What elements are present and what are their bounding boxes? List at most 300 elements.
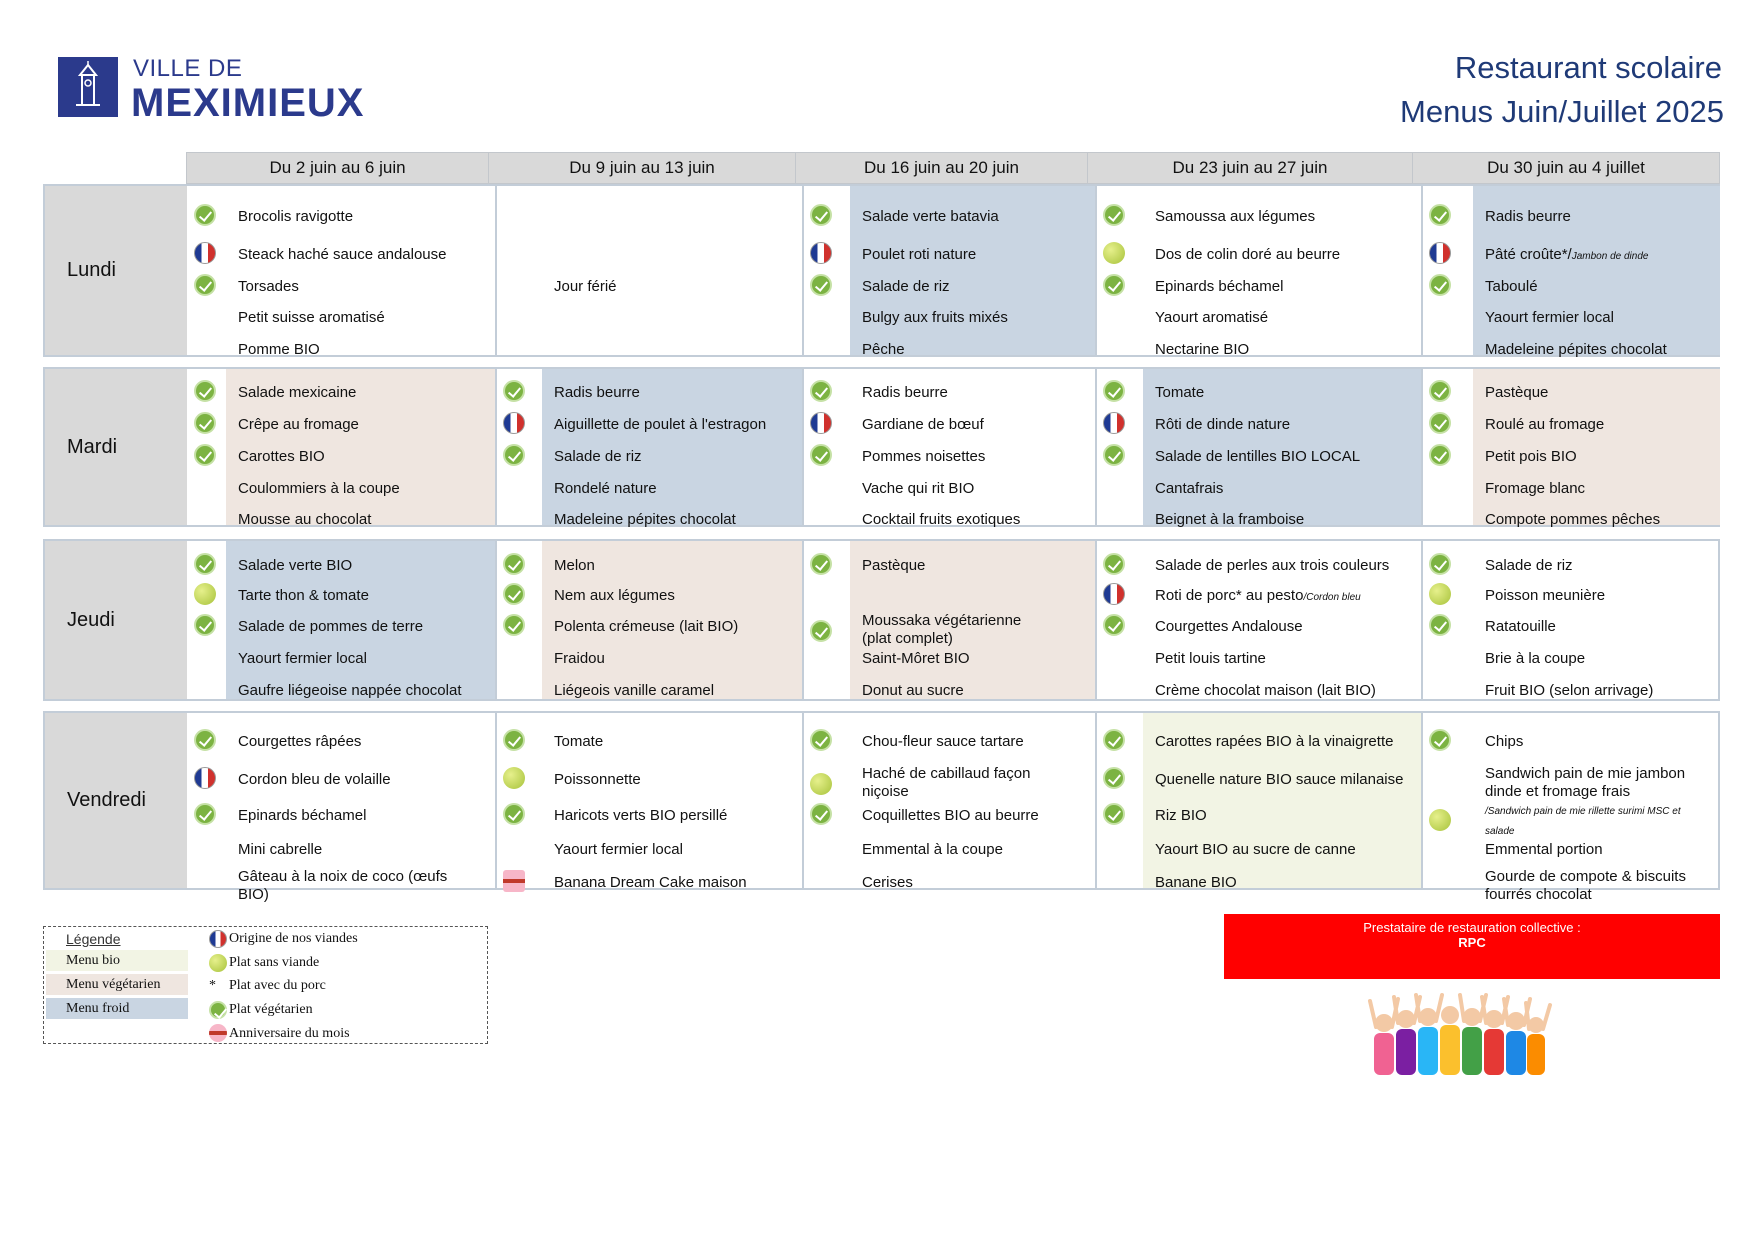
menu-item bbox=[554, 557, 595, 575]
menu-item bbox=[554, 682, 714, 700]
page-title: Restaurant scolaire bbox=[1454, 50, 1722, 85]
asterisk-symbol: * bbox=[209, 978, 216, 993]
vegetarian-icon bbox=[194, 204, 216, 226]
menu-item-text: Salade de riz bbox=[862, 278, 950, 295]
meatless-icon bbox=[1429, 809, 1451, 831]
menu-item-text: Cordon bleu de volaille bbox=[238, 771, 391, 788]
vegetarian-icon bbox=[1103, 274, 1125, 296]
vegetarian-icon bbox=[194, 380, 216, 402]
menu-item-text: Brocolis ravigotte bbox=[238, 208, 354, 225]
menu-item bbox=[1155, 341, 1249, 359]
menu-item bbox=[554, 448, 642, 466]
meximieux-logo bbox=[58, 55, 365, 125]
menu-item-text: Coquillettes BIO au beurre bbox=[862, 807, 1039, 824]
menu-item bbox=[1485, 480, 1585, 498]
menu-item bbox=[1485, 765, 1685, 801]
menu-item-text: Samoussa aux légumes bbox=[1155, 208, 1316, 225]
menu-item-text: Sandwich pain de mie jambon bbox=[1485, 765, 1686, 782]
menu-item-text: Fruit BIO (selon arrivage) bbox=[1485, 682, 1654, 699]
vegetarian-icon bbox=[1429, 444, 1451, 466]
legend-swatch-vegetarian bbox=[46, 974, 188, 995]
legend-label: Anniversaire du mois bbox=[229, 1026, 350, 1041]
vegetarian-icon bbox=[1103, 767, 1125, 789]
french-origin-icon bbox=[810, 412, 832, 434]
menu-item bbox=[1485, 733, 1523, 751]
menu-item-text: Rôti de dinde nature bbox=[1155, 416, 1291, 433]
day-label: Lundi bbox=[45, 186, 187, 355]
vegetarian-icon bbox=[1103, 380, 1125, 402]
menu-item-text: Haché de cabillaud façon bbox=[862, 765, 1031, 782]
menu-item-text: Pomme BIO bbox=[238, 341, 320, 358]
day-label: Mardi bbox=[45, 369, 187, 525]
menu-item-text: Poisson meunière bbox=[1485, 587, 1606, 604]
menu-item-text: Emmental à la coupe bbox=[862, 841, 1003, 858]
legend-swatch-cold bbox=[46, 998, 188, 1019]
logo-text-small: VILLE DE bbox=[133, 55, 243, 82]
menu-item bbox=[554, 384, 640, 402]
menu-item bbox=[862, 448, 985, 466]
vegetarian-icon bbox=[194, 274, 216, 296]
menu-item bbox=[862, 278, 950, 296]
menu-item-text: Carottes rapées BIO à la vinaigrette bbox=[1155, 733, 1394, 750]
menu-item bbox=[238, 682, 462, 700]
menu-item bbox=[1485, 841, 1603, 859]
vegetarian-icon bbox=[503, 614, 525, 636]
menu-item-text: Poulet roti nature bbox=[862, 246, 977, 263]
menu-item-text: Ratatouille bbox=[1485, 618, 1556, 635]
day-row bbox=[43, 184, 1720, 357]
french-origin-icon bbox=[1429, 242, 1451, 264]
meatless-icon bbox=[503, 767, 525, 789]
menu-item-text: Tomate bbox=[554, 733, 604, 750]
menu-item-text: Mousse au chocolat bbox=[238, 511, 372, 528]
menu-item-text: Aiguillette de poulet à l'estragon bbox=[554, 416, 767, 433]
menu-item bbox=[1155, 511, 1304, 529]
vegetarian-icon bbox=[810, 620, 832, 642]
menu-item bbox=[862, 246, 976, 264]
menu-item-text: Cerises bbox=[862, 874, 913, 891]
menu-item bbox=[1485, 868, 1686, 904]
menu-item-text: Torsades bbox=[238, 278, 299, 295]
week-label: Du 30 juin au 4 juillet bbox=[1487, 158, 1645, 177]
menu-item-text: Riz BIO bbox=[1155, 807, 1207, 824]
meatless-icon bbox=[194, 583, 216, 605]
menu-item bbox=[238, 416, 359, 434]
menu-item bbox=[238, 771, 391, 789]
day-label: Jeudi bbox=[45, 541, 187, 699]
menu-item bbox=[862, 511, 1020, 529]
birthday-cake-icon bbox=[209, 1024, 227, 1042]
birthday-cake-icon bbox=[503, 870, 525, 892]
menu-item bbox=[238, 650, 367, 668]
week-header bbox=[795, 152, 1088, 184]
menu-item-text: Roti de porc* au pesto bbox=[1155, 587, 1304, 604]
menu-item-text: Bulgy aux fruits mixés bbox=[862, 309, 1008, 326]
menu-item bbox=[1485, 448, 1577, 466]
menu-item bbox=[1485, 587, 1605, 605]
week-label: Du 16 juin au 20 juin bbox=[863, 158, 1019, 177]
menu-cell bbox=[188, 713, 495, 903]
vegetarian-icon bbox=[1429, 729, 1451, 751]
menu-item-text: Roulé au fromage bbox=[1485, 416, 1605, 433]
menu-item-text: Salade de perles aux trois couleurs bbox=[1155, 557, 1390, 574]
menu-item-text: Yaourt fermier local bbox=[554, 841, 683, 858]
menu-item-note: /Sandwich pain de mie rillette surimi MSC et bbox=[1485, 806, 1681, 817]
vegetarian-icon bbox=[503, 553, 525, 575]
menu-cell bbox=[1421, 541, 1720, 699]
menu-item bbox=[1485, 208, 1571, 226]
menu-item bbox=[1155, 448, 1360, 466]
menu-item bbox=[238, 480, 400, 498]
menu-item-text: Salade mexicaine bbox=[238, 384, 357, 401]
week-header bbox=[1087, 152, 1413, 184]
french-origin-icon bbox=[194, 242, 216, 264]
menu-item bbox=[1155, 733, 1393, 751]
day-row bbox=[43, 539, 1720, 701]
menu-item bbox=[554, 480, 657, 498]
day-label: Vendredi bbox=[45, 713, 187, 888]
vegetarian-icon bbox=[810, 444, 832, 466]
menu-item-text: Salade de riz bbox=[554, 448, 642, 465]
menu-item bbox=[862, 841, 1003, 859]
provider-box bbox=[1224, 914, 1720, 979]
menu-item bbox=[1485, 650, 1585, 668]
menu-cell bbox=[1421, 369, 1720, 528]
vegetarian-icon bbox=[194, 444, 216, 466]
menu-item bbox=[1155, 208, 1315, 226]
menu-cell bbox=[495, 713, 802, 891]
legend-title: Légende bbox=[66, 931, 121, 947]
menu-item bbox=[862, 765, 1030, 801]
meatless-icon bbox=[810, 773, 832, 795]
menu-item-text: Donut au sucre bbox=[862, 682, 964, 699]
vegetarian-icon bbox=[194, 803, 216, 825]
menu-cell bbox=[802, 541, 1095, 699]
menu-item bbox=[1485, 511, 1660, 529]
vegetarian-icon bbox=[194, 729, 216, 751]
menu-item bbox=[1155, 807, 1207, 825]
menu-item-text: Melon bbox=[554, 557, 595, 574]
menu-item-text: Courgettes Andalouse bbox=[1155, 618, 1303, 635]
menu-item-text: Carottes BIO bbox=[238, 448, 325, 465]
menu-item bbox=[238, 841, 322, 859]
menu-item bbox=[554, 733, 603, 751]
menu-item bbox=[238, 384, 356, 402]
vegetarian-icon bbox=[810, 204, 832, 226]
menu-cell bbox=[1421, 186, 1720, 358]
menu-item-text: Salade de lentilles BIO LOCAL bbox=[1155, 448, 1361, 465]
week-label: Du 23 juin au 27 juin bbox=[1172, 158, 1328, 177]
french-origin-icon bbox=[1103, 412, 1125, 434]
week-header bbox=[1412, 152, 1720, 184]
menu-item-text: Gâteau à la noix de coco (œufs bbox=[238, 868, 448, 885]
vegetarian-icon bbox=[503, 729, 525, 751]
menu-item-text: Jour férié bbox=[554, 278, 617, 295]
menu-cell bbox=[1421, 713, 1720, 903]
meatless-icon bbox=[209, 954, 227, 972]
menu-item-text: Yaourt fermier local bbox=[1485, 309, 1614, 326]
menu-item-note: /Cordon bleu bbox=[1303, 592, 1361, 603]
menu-item bbox=[1485, 278, 1538, 296]
menu-item-text: Chips bbox=[1485, 733, 1524, 750]
menu-item bbox=[1485, 801, 1681, 841]
vegetarian-icon bbox=[810, 729, 832, 751]
menu-item-text: Madeleine pépites chocolat bbox=[1485, 341, 1667, 358]
menu-item bbox=[554, 511, 736, 529]
menu-item-text: Petit suisse aromatisé bbox=[238, 309, 385, 326]
menu-item-text: Cantafrais bbox=[1155, 480, 1224, 497]
vegetarian-icon bbox=[1429, 274, 1451, 296]
menu-cell bbox=[802, 713, 1095, 891]
menu-item-text: Mini cabrelle bbox=[238, 841, 323, 858]
day-row bbox=[43, 711, 1720, 903]
legend-swatch-label: Menu bio bbox=[66, 953, 121, 968]
menu-item-text: Compote pommes pêches bbox=[1485, 511, 1661, 528]
menu-item-text: Pâté croûte*/ bbox=[1485, 246, 1572, 263]
menu-item-text: Petit louis tartine bbox=[1155, 650, 1266, 667]
menu-cell bbox=[1095, 186, 1421, 358]
menu-item bbox=[554, 771, 641, 789]
menu-item-text: Radis beurre bbox=[1485, 208, 1571, 225]
menu-item bbox=[1485, 618, 1556, 636]
menu-item-text: Pêche bbox=[862, 341, 905, 358]
vegetarian-icon bbox=[1103, 614, 1125, 636]
legend-swatch-label: Menu végétarien bbox=[66, 977, 161, 992]
menu-item-text: Emmental portion bbox=[1485, 841, 1603, 858]
menu-item-text: Crêpe au fromage bbox=[238, 416, 359, 433]
menu-item-text: Yaourt aromatisé bbox=[1155, 309, 1269, 326]
menu-item-text: Taboulé bbox=[1485, 278, 1538, 295]
menu-item-text-line2: niçoise bbox=[862, 783, 909, 800]
menu-cell bbox=[1095, 369, 1421, 528]
menu-item bbox=[238, 733, 361, 751]
legend-label: Plat sans viande bbox=[229, 955, 320, 970]
meatless-icon bbox=[1429, 583, 1451, 605]
menu-cell bbox=[1095, 713, 1421, 891]
menu-item bbox=[238, 868, 447, 904]
menu-item-text: Dos de colin doré au beurre bbox=[1155, 246, 1341, 263]
french-origin-icon bbox=[194, 767, 216, 789]
menu-item-text: Radis beurre bbox=[554, 384, 640, 401]
menu-item bbox=[1155, 309, 1268, 327]
logo-text-big: MEXIMIEUX bbox=[131, 81, 365, 125]
menu-item-text: Beignet à la framboise bbox=[1155, 511, 1305, 528]
french-origin-icon bbox=[209, 930, 227, 948]
menu-item bbox=[862, 557, 925, 575]
menu-item-text: Epinards béchamel bbox=[1155, 278, 1284, 295]
menu-item-text: Gaufre liégeoise nappée chocolat bbox=[238, 682, 462, 699]
menu-item-text: Brie à la coupe bbox=[1485, 650, 1586, 667]
menu-item-text: Salade verte BIO bbox=[238, 557, 353, 574]
menu-item bbox=[862, 480, 974, 498]
menu-item-text: Nectarine BIO bbox=[1155, 341, 1250, 358]
menu-item bbox=[1485, 246, 1648, 266]
legend-label: Origine de nos viandes bbox=[229, 931, 358, 946]
day-row bbox=[43, 367, 1720, 527]
menu-cell bbox=[188, 186, 495, 358]
vegetarian-icon bbox=[1103, 444, 1125, 466]
menu-item bbox=[238, 807, 366, 825]
menu-item-text: Nem aux légumes bbox=[554, 587, 675, 604]
menu-item bbox=[862, 874, 913, 892]
vegetarian-icon bbox=[1103, 204, 1125, 226]
menu-item-text: Yaourt BIO au sucre de canne bbox=[1155, 841, 1356, 858]
menu-item bbox=[862, 416, 984, 434]
menu-item-text-line2: BIO) bbox=[238, 886, 269, 903]
menu-item-text: Steack haché sauce andalouse bbox=[238, 246, 447, 263]
menu-item bbox=[1155, 682, 1376, 700]
vegetarian-icon bbox=[1429, 380, 1451, 402]
french-origin-icon bbox=[1103, 583, 1125, 605]
vegetarian-icon bbox=[1103, 553, 1125, 575]
menu-item bbox=[862, 309, 1008, 327]
menu-item-text: Tomate bbox=[1155, 384, 1205, 401]
menu-item bbox=[1155, 557, 1389, 575]
vegetarian-icon bbox=[503, 803, 525, 825]
menu-item-text: Gourde de compote & biscuits bbox=[1485, 868, 1686, 885]
menu-item-text: Salade de riz bbox=[1485, 557, 1573, 574]
vegetarian-icon bbox=[209, 1001, 227, 1019]
town-hall-icon bbox=[58, 57, 118, 117]
menu-item bbox=[554, 874, 747, 892]
french-origin-icon bbox=[810, 242, 832, 264]
menu-item-text: Cocktail fruits exotiques bbox=[862, 511, 1021, 528]
menu-item bbox=[1155, 587, 1361, 607]
legend bbox=[43, 926, 488, 1044]
menu-item-text: Epinards béchamel bbox=[238, 807, 367, 824]
menu-item bbox=[1155, 874, 1237, 892]
menu-item-note: Jambon de dinde bbox=[1571, 251, 1649, 262]
vegetarian-icon bbox=[810, 274, 832, 296]
page-subtitle: Menus Juin/Juillet 2025 bbox=[1400, 94, 1724, 129]
menu-cell bbox=[495, 369, 802, 528]
menu-item bbox=[1155, 480, 1223, 498]
menu-item bbox=[1155, 416, 1290, 434]
menu-item-text: Madeleine pépites chocolat bbox=[554, 511, 736, 528]
menu-item-text-line2: dinde et fromage frais bbox=[1485, 783, 1631, 800]
menu-item bbox=[1485, 309, 1614, 327]
menu-item-text: Haricots verts BIO persillé bbox=[554, 807, 728, 824]
vegetarian-icon bbox=[1103, 803, 1125, 825]
menu-item bbox=[554, 618, 738, 636]
menu-item bbox=[1155, 246, 1340, 264]
menu-item bbox=[554, 807, 727, 825]
menu-item bbox=[554, 650, 605, 668]
menu-item bbox=[238, 587, 369, 605]
vegetarian-icon bbox=[1429, 412, 1451, 434]
menu-item bbox=[554, 841, 683, 859]
menu-item bbox=[238, 341, 320, 359]
children-illustration bbox=[1366, 993, 1552, 1075]
menu-item bbox=[1155, 650, 1266, 668]
menu-item bbox=[862, 208, 999, 226]
vegetarian-icon bbox=[503, 444, 525, 466]
vegetarian-icon bbox=[1429, 204, 1451, 226]
menu-cell bbox=[495, 541, 802, 699]
menu-item bbox=[862, 733, 1024, 751]
legend-label: Plat végétarien bbox=[229, 1002, 313, 1017]
menu-item-text: Poissonnette bbox=[554, 771, 641, 788]
menu-item-text: Coulommiers à la coupe bbox=[238, 480, 400, 497]
menu-item bbox=[238, 448, 325, 466]
menu-item-text: Moussaka végétarienne bbox=[862, 612, 1022, 629]
menu-item-text: Rondelé nature bbox=[554, 480, 657, 497]
menu-item bbox=[862, 341, 905, 359]
menu-item-text: Saint-Môret BIO bbox=[862, 650, 970, 667]
menu-item bbox=[862, 807, 1039, 825]
menu-item bbox=[1485, 416, 1604, 434]
menu-item bbox=[862, 650, 970, 668]
menu-cell bbox=[1095, 541, 1421, 699]
menu-cell bbox=[802, 369, 1095, 528]
menu-item bbox=[238, 511, 371, 529]
menu-item-text: Salade verte batavia bbox=[862, 208, 999, 225]
menu-item-text: Pommes noisettes bbox=[862, 448, 986, 465]
vegetarian-icon bbox=[1429, 553, 1451, 575]
menu-item bbox=[1485, 384, 1548, 402]
menu-item bbox=[1485, 557, 1573, 575]
menu-item-text: Pastèque bbox=[1485, 384, 1549, 401]
french-origin-icon bbox=[503, 412, 525, 434]
menu-item-text: Pastèque bbox=[862, 557, 926, 574]
menu-item bbox=[1155, 278, 1283, 296]
menu-item-text: Salade de pommes de terre bbox=[238, 618, 424, 635]
provider-name: RPC bbox=[1458, 935, 1486, 950]
menu-item bbox=[238, 557, 352, 575]
menu-item bbox=[1155, 384, 1204, 402]
menu-item-text: Banane BIO bbox=[1155, 874, 1237, 891]
menu-item bbox=[862, 612, 1021, 648]
week-header bbox=[488, 152, 796, 184]
menu-item-text: Fraidou bbox=[554, 650, 605, 667]
legend-swatch-label: Menu froid bbox=[66, 1001, 130, 1016]
vegetarian-icon bbox=[194, 553, 216, 575]
menu-item-text-line2: (plat complet) bbox=[862, 630, 953, 647]
menu-item bbox=[862, 682, 964, 700]
menu-item-text: Fromage blanc bbox=[1485, 480, 1586, 497]
menu-item bbox=[554, 416, 766, 434]
meatless-icon bbox=[1103, 242, 1125, 264]
menu-item-text: Petit pois BIO bbox=[1485, 448, 1577, 465]
menu-item-text: Yaourt fermier local bbox=[238, 650, 367, 667]
legend-swatch-bio bbox=[46, 950, 188, 971]
menu-item bbox=[238, 208, 353, 226]
vegetarian-icon bbox=[194, 412, 216, 434]
menu-item bbox=[862, 384, 948, 402]
week-label: Du 2 juin au 6 juin bbox=[269, 158, 406, 177]
menu-item-text: Chou-fleur sauce tartare bbox=[862, 733, 1024, 750]
menu-item-text: Gardiane de bœuf bbox=[862, 416, 984, 433]
menu-item bbox=[554, 587, 675, 605]
vegetarian-icon bbox=[810, 803, 832, 825]
menu-cell bbox=[188, 541, 495, 699]
menu-item bbox=[1155, 618, 1303, 636]
menu-item-text: Radis beurre bbox=[862, 384, 948, 401]
menu-item-text: Tarte thon & tomate bbox=[238, 587, 369, 604]
menu-item-text: Courgettes râpées bbox=[238, 733, 362, 750]
menu-item bbox=[1155, 841, 1356, 859]
vegetarian-icon bbox=[810, 553, 832, 575]
menu-cell bbox=[188, 369, 495, 528]
menu-item-text: Vache qui rit BIO bbox=[862, 480, 975, 497]
provider-caption: Prestataire de restauration collective : bbox=[1363, 920, 1581, 935]
week-label: Du 9 juin au 13 juin bbox=[569, 158, 715, 177]
menu-item-text: Quenelle nature BIO sauce milanaise bbox=[1155, 771, 1404, 788]
week-header bbox=[186, 152, 489, 184]
vegetarian-icon bbox=[1103, 729, 1125, 751]
menu-item bbox=[238, 618, 423, 636]
menu-item bbox=[1155, 771, 1403, 789]
